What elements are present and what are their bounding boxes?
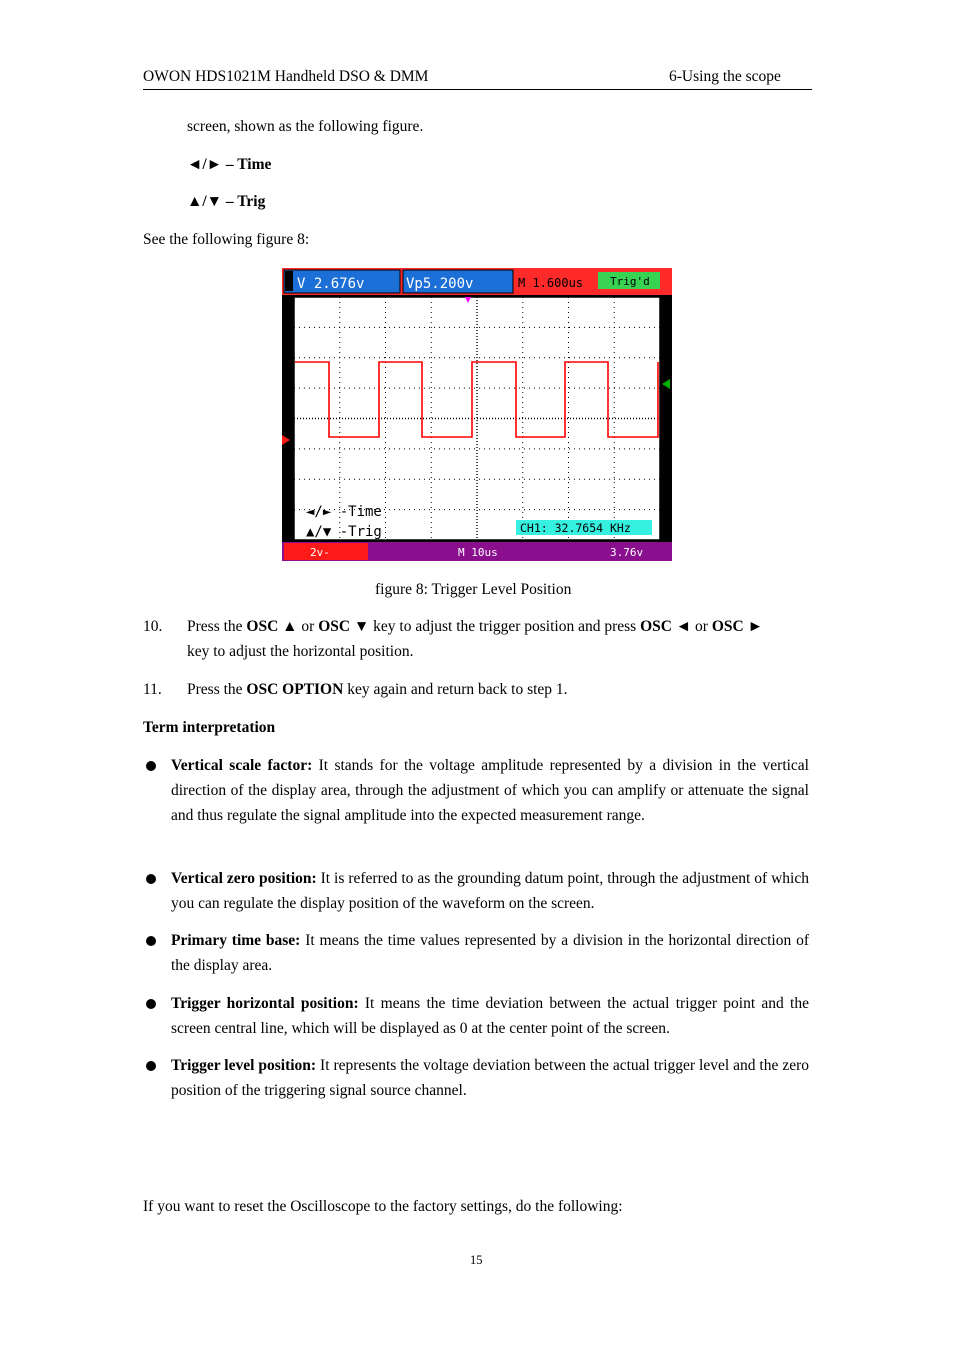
- freq-readout: CH1: 32.7654 KHz: [520, 521, 631, 535]
- reset-text: If you want to reset the Oscilloscope to the factory settings, do the following:: [143, 1198, 623, 1215]
- step-number: 10.: [143, 618, 163, 635]
- v-readout: V 2.676v: [297, 276, 365, 292]
- term-heading: Term interpretation: [143, 719, 276, 736]
- bullet-icon: [146, 761, 156, 771]
- header-left: OWON HDS1021M Handheld DSO & DMM: [143, 68, 429, 85]
- time-label: – Time: [222, 156, 272, 173]
- battery-icon: [285, 271, 293, 291]
- figure-caption: figure 8: Trigger Level Position: [375, 581, 572, 598]
- trig-instruction: [187, 193, 265, 211]
- oscilloscope-screen: [282, 268, 672, 561]
- term-item: [171, 866, 809, 916]
- time-arrows: ◄/►: [187, 156, 222, 173]
- term-item: [171, 991, 809, 1041]
- step-number: 11.: [143, 681, 162, 698]
- intro-line: screen, shown as the following figure.: [187, 118, 424, 135]
- trig-arrows: ▲/▼: [187, 193, 222, 210]
- step-text: key again and return back to step 1.: [343, 681, 568, 698]
- term-name: Primary time base:: [171, 932, 301, 949]
- step-text: Press the: [187, 681, 247, 698]
- header-right: 6-Using the scope: [669, 68, 781, 85]
- key-osc-up: OSC ▲: [246, 618, 298, 635]
- term-name: Trigger horizontal position:: [171, 995, 359, 1012]
- term-name: Vertical zero position:: [171, 870, 317, 887]
- time-instruction: [187, 156, 271, 174]
- term-item: [171, 1053, 809, 1103]
- trigd-status: Trig'd: [610, 275, 650, 288]
- volts-div: 2v-: [310, 546, 330, 559]
- bullet-icon: [146, 874, 156, 884]
- m-readout: M 1.600us: [518, 276, 584, 290]
- trig-overlay: ▲/▼ -Trig: [306, 524, 382, 540]
- header-rule: [143, 89, 812, 90]
- term-desc: It means the time values represented by a division in the horizontal direction of the display area.: [171, 932, 809, 974]
- bullet-icon: [146, 999, 156, 1009]
- term-desc: It represents the voltage deviation between the actual trigger level and the zero position of the triggering signal source channel.: [171, 1057, 809, 1099]
- key-osc-left: OSC ◄: [640, 618, 692, 635]
- term-item: [171, 928, 809, 978]
- page-number: 15: [470, 1253, 483, 1267]
- step-11-line: [187, 681, 568, 699]
- step-10-line2: key to adjust the horizontal position.: [187, 643, 414, 660]
- term-desc: It means the time deviation between the actual trigger point and the screen central line, which will be displayed as 0 at the center point of the screen.: [171, 995, 809, 1037]
- term-item: [171, 753, 809, 828]
- term-desc: It is referred to as the grounding datum point, through the adjustment of which you can regulate the display position of the waveform on the screen.: [171, 870, 809, 912]
- key-osc-option: OSC OPTION: [246, 681, 344, 698]
- term-desc: It stands for the voltage amplitude represented by a division in the vertical direction of the display area, through the adjustment of which you can amplify or attenuate the signal and thus regulate the signal amplitude into the expected measurement range.: [171, 757, 809, 824]
- trigger-level-value: 3.76v: [610, 546, 644, 559]
- term-name: Vertical scale factor:: [171, 757, 313, 774]
- key-osc-right: OSC ►: [711, 618, 763, 635]
- ch1-zero-marker: [282, 435, 290, 445]
- vp-readout: Vp5.200v: [406, 276, 474, 292]
- step-text: key to adjust the trigger position and press: [369, 618, 641, 635]
- bullet-icon: [146, 1061, 156, 1071]
- timebase: M 10us: [458, 546, 498, 559]
- see-figure-text: See the following figure 8:: [143, 231, 310, 248]
- step-text: or: [691, 618, 712, 635]
- bullet-icon: [146, 936, 156, 946]
- time-overlay: ◄/► -Time: [306, 504, 382, 520]
- step-text: or: [297, 618, 319, 635]
- step-text: Press the: [187, 618, 247, 635]
- key-osc-down: OSC ▼: [318, 618, 370, 635]
- trig-label: – Trig: [222, 193, 266, 210]
- scope-svg: [282, 268, 672, 561]
- step-10-line1: [187, 618, 809, 636]
- term-name: Trigger level position:: [171, 1057, 317, 1074]
- trigger-level-marker: [662, 379, 670, 389]
